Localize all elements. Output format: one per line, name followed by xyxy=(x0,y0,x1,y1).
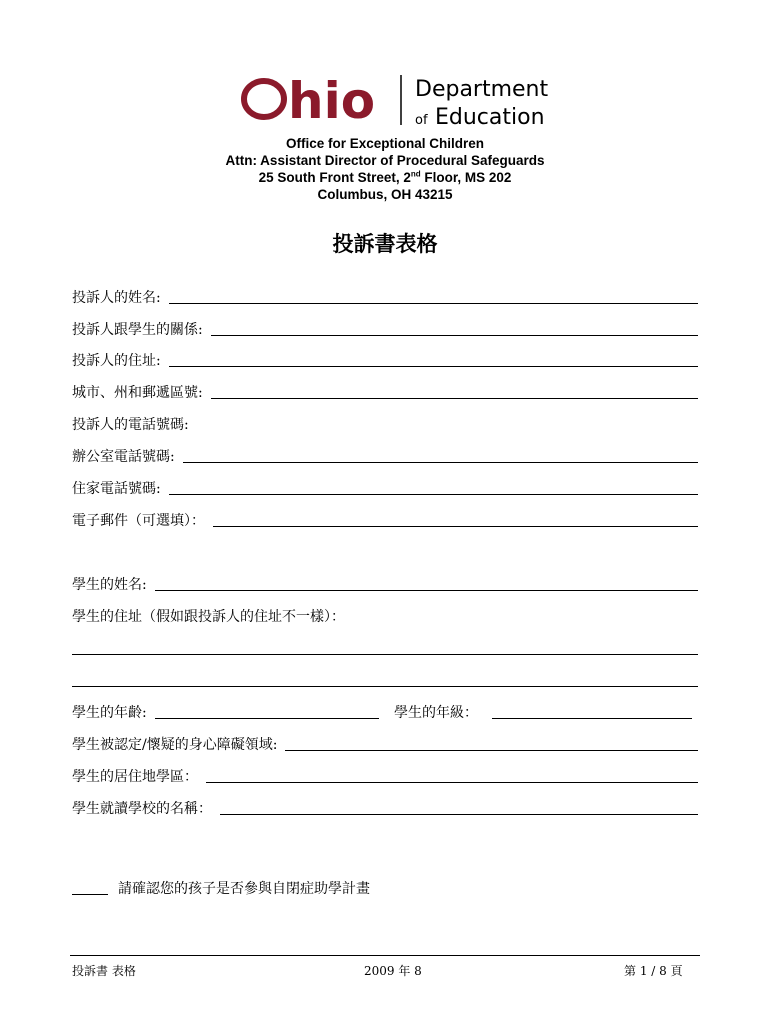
phone-heading-label: 投訴人的電話號碼: xyxy=(72,417,189,433)
email-row xyxy=(72,510,698,530)
student-address-line-1[interactable] xyxy=(72,654,698,655)
grade-part xyxy=(394,702,692,722)
complainant-name-row xyxy=(72,287,698,307)
office-phone-field[interactable] xyxy=(183,462,698,463)
disability-area-row xyxy=(72,734,698,754)
footer-left: 投訴書 表格 xyxy=(72,964,136,978)
office-street: 25 South Front Street, 2nd Floor, MS 202 xyxy=(258,169,512,185)
school-name-row xyxy=(72,798,698,818)
logo-graphic xyxy=(240,70,560,132)
office-phone-row xyxy=(72,446,698,466)
school-name-field[interactable] xyxy=(220,814,698,815)
complainant-address-field[interactable] xyxy=(169,366,698,367)
student-grade-label: 學生的年級： xyxy=(394,705,478,721)
phone-heading-row xyxy=(72,414,698,434)
complainant-address-label: 投訴人的住址: xyxy=(72,353,161,369)
complainant-address-row xyxy=(72,350,698,370)
autism-check-label: 請確認您的孩子是否參與自閉症助學計畫 xyxy=(118,881,370,897)
logo-education-text: Education xyxy=(435,105,545,130)
logo-department-text: Department xyxy=(415,77,549,102)
autism-check-blank[interactable] xyxy=(72,894,108,895)
student-age-field[interactable] xyxy=(155,718,379,719)
office-phone-label: 辦公室電話號碼: xyxy=(72,449,175,465)
student-address-line-2[interactable] xyxy=(72,686,698,687)
age-grade-row xyxy=(72,702,698,722)
footer-page-number: 第 1 / 8 頁 xyxy=(624,964,683,978)
office-city: Columbus, OH 43215 xyxy=(317,187,453,202)
ohio-department-of-education-logo xyxy=(240,70,560,132)
home-phone-label: 住家電話號碼: xyxy=(72,481,161,497)
district-label: 學生的居住地學區： xyxy=(72,769,198,785)
student-name-field[interactable] xyxy=(155,590,698,591)
student-address-label: 學生的住址（假如跟投訴人的住址不一樣）： xyxy=(72,609,345,625)
office-address-block xyxy=(0,135,770,203)
email-label: 電子郵件（可選填）： xyxy=(72,513,205,529)
office-attn: Attn: Assistant Director of Procedural Safeguards xyxy=(225,153,545,168)
student-address-row xyxy=(72,606,698,626)
logo-o-ring xyxy=(244,81,284,117)
student-name-label: 學生的姓名: xyxy=(72,577,147,593)
disability-area-field[interactable] xyxy=(285,750,698,751)
student-grade-field[interactable] xyxy=(492,718,692,719)
autism-scholarship-check-row xyxy=(72,878,370,898)
footer-center: 2009 年 8 xyxy=(364,964,422,978)
home-phone-row xyxy=(72,478,698,498)
logo-hio-text: hio xyxy=(288,72,376,130)
city-state-zip-row xyxy=(72,382,698,402)
footer-divider xyxy=(70,955,700,956)
complainant-name-label: 投訴人的姓名: xyxy=(72,290,161,306)
relationship-row xyxy=(72,319,698,339)
student-age-label: 學生的年齡: xyxy=(72,705,147,721)
home-phone-field[interactable] xyxy=(169,494,698,495)
relationship-field[interactable] xyxy=(211,335,698,336)
district-row xyxy=(72,766,698,786)
age-part xyxy=(72,702,379,722)
student-name-row xyxy=(72,574,698,594)
disability-area-label: 學生被認定/懷疑的身心障礙領域: xyxy=(72,737,278,753)
relationship-label: 投訴人跟學生的關係: xyxy=(72,322,203,338)
school-name-label: 學生就讀學校的名稱： xyxy=(72,801,212,817)
form-title: 投訴書表格 xyxy=(332,232,438,256)
logo-of-text: of xyxy=(415,113,428,128)
city-state-zip-label: 城市、州和郵遞區號: xyxy=(72,385,203,401)
city-state-zip-field[interactable] xyxy=(211,398,698,399)
office-name: Office for Exceptional Children xyxy=(285,136,485,151)
district-field[interactable] xyxy=(206,782,698,783)
complainant-name-field[interactable] xyxy=(169,303,698,304)
email-field[interactable] xyxy=(213,526,698,527)
